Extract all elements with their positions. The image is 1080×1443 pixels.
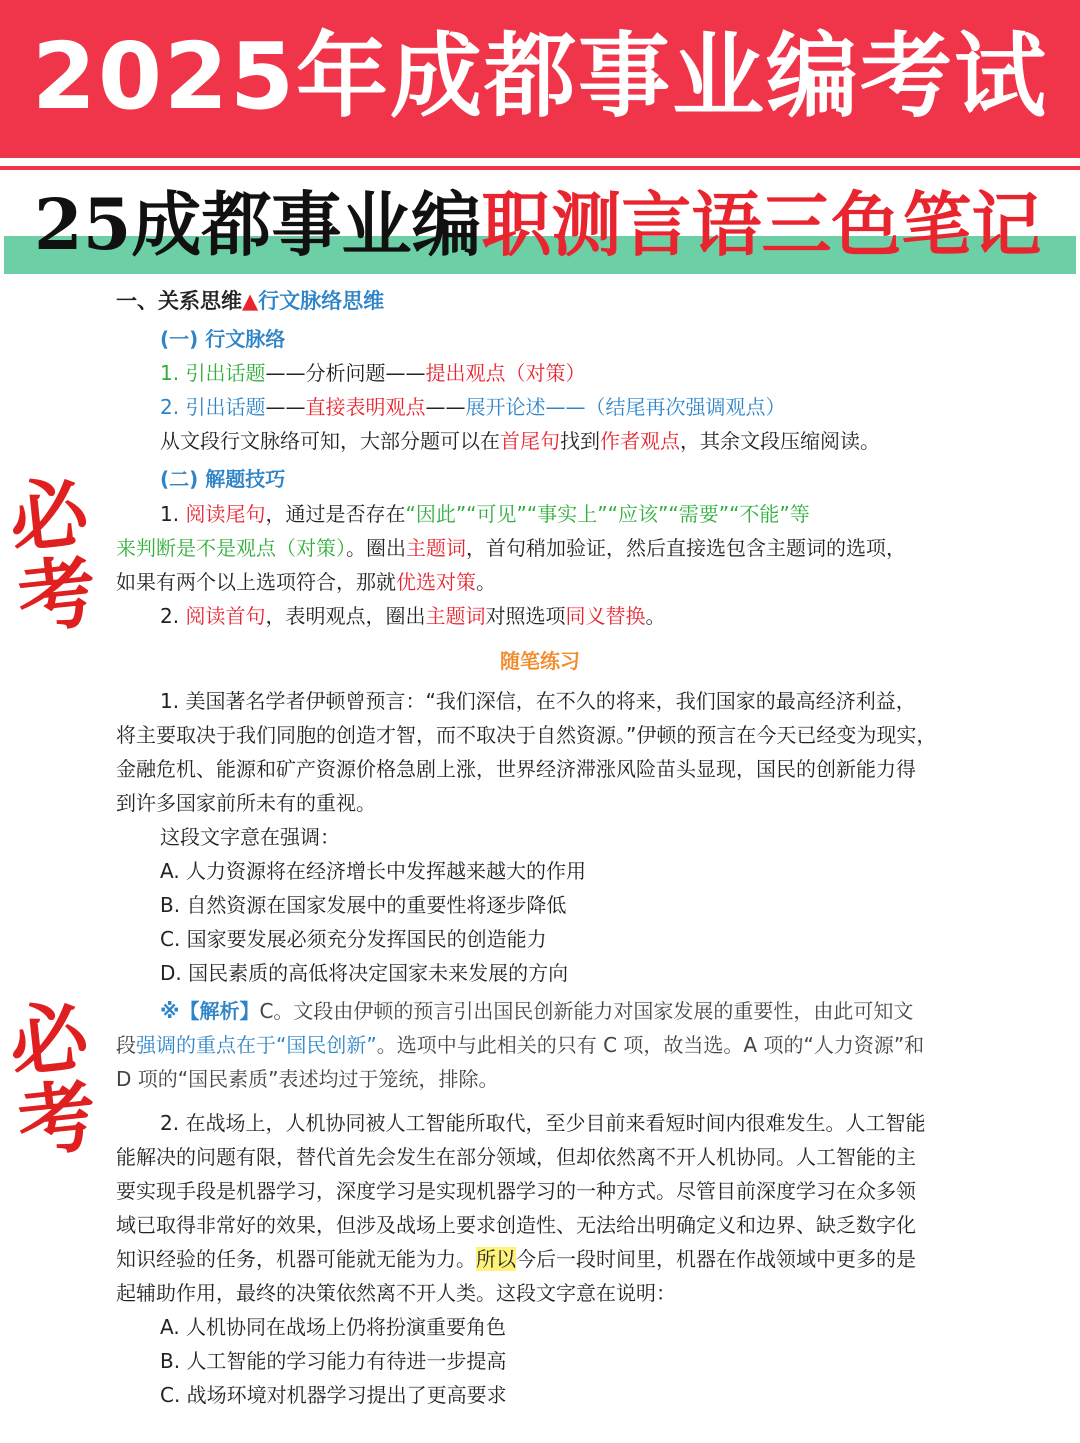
q2-line5: 知识经验的任务，机器可能就无能为力。所以今后一段时间里，机器在作战领域中更多的是 [116,1247,916,1271]
part1-title: (一) 行文脉络 [160,327,286,351]
highlight-keyword: 所以 [476,1247,516,1271]
part1-line1: 1. 引出话题——分析问题——提出观点（对策） [160,361,586,385]
subtitle-red: 职测言语三色笔记 [481,183,1042,266]
section-heading-blue: 行文脉络思维 [258,289,385,313]
q1-line: 金融危机、能源和矿产资源价格急剧上涨，世界经济滞涨风险苗头显现，国民的创新能力得 [116,757,916,781]
q2-option-c: C. 战场环境对机器学习提出了更高要求 [160,1383,507,1407]
q1-option-b: B. 自然资源在国家发展中的重要性将逐步降低 [160,893,567,917]
q2-line1: 2. 在战场上，人机协同被人工智能所取代，至少目前来看短时间内很难发生。人工智能 [160,1111,926,1135]
q1-line: 1. 美国著名学者伊顿曾预言：“我们深信，在不久的将来，我们国家的最高经济利益， [160,689,916,713]
must-test-stamp-2: 必考 [5,990,101,1170]
q1-line: 到许多国家前所未有的重视。 [116,791,376,815]
tip2-line: 2. 阅读首句，表明观点，圈出主题词对照选项同义替换。 [160,604,666,628]
triangle-marker-icon: ▲ [242,289,259,313]
q2-line4: 域已取得非常好的效果，但涉及战场上要求创造性、无法给出明确定义和边界、缺乏数字化 [116,1213,916,1237]
banner-divider [0,166,1080,170]
q1-analysis-line1: ※【解析】C。文段由伊顿的预言引出国民创新能力对国家发展的重要性，由此可知文 [160,999,914,1023]
tip1-line1: 1. 阅读尾句，通过是否存在“因此”“可见”“事实上”“应该”“需要”“不能”等 [160,502,810,526]
q1-option-a: A. 人力资源将在经济增长中发挥越来越大的作用 [160,859,587,883]
q1-analysis-line3: D 项的“国民素质”表述均过于笼统，排除。 [116,1067,499,1091]
part2-title: (二) 解题技巧 [160,467,286,491]
part1-line2: 2. 引出话题——直接表明观点——展开论述——（结尾再次强调观点） [160,395,786,419]
q1-analysis-line2: 段强调的重点在于“国民创新”。选项中与此相关的只有 C 项，故当选。A 项的“人力资源”和 [116,1033,925,1057]
q2-line6: 起辅助作用，最终的决策依然离不开人类。这段文字意在说明： [116,1281,676,1305]
q2-line2: 能解决的问题有限，替代首先会发生在部分领域，但却依然离不开人机协同。人工智能的主 [116,1145,916,1169]
q1-line: 将主要取决于我们同胞的创造才智，而不取决于自然资源。”伊顿的预言在今天已经变为现实， [116,723,937,747]
q1-prompt: 这段文字意在强调： [160,825,340,849]
banner-title: 2025年成都事业编考试 [31,23,1049,130]
subtitle [34,180,1074,270]
section-heading [116,284,1080,318]
tip1-line3: 如果有两个以上选项符合，那就优选对策。 [116,570,496,594]
q2-option-a: A. 人机协同在战场上仍将扮演重要角色 [160,1315,507,1339]
q1-option-d: D. 国民素质的高低将决定国家未来发展的方向 [160,961,569,985]
q2-option-b: B. 人工智能的学习能力有待进一步提高 [160,1349,507,1373]
tip1-line2: 来判断是不是观点（对策）。圈出主题词，首句稍加验证，然后直接选包含主题词的选项， [116,536,906,560]
part1-line3: 从文段行文脉络可知，大部分题可以在首尾句找到作者观点，其余文段压缩阅读。 [160,429,880,453]
section-heading-black: 一、关系思维 [116,289,242,313]
q1-option-c: C. 国家要发展必须充分发挥国民的创造能力 [160,927,547,951]
subtitle-black: 25成都事业编 [34,183,482,266]
q2-line3: 要实现手段是机器学习，深度学习是实现机器学习的一种方式。尽管目前深度学习在众多领 [116,1179,916,1203]
practice-title: 随笔练习 [500,649,580,673]
must-test-stamp-1: 必考 [5,466,101,646]
